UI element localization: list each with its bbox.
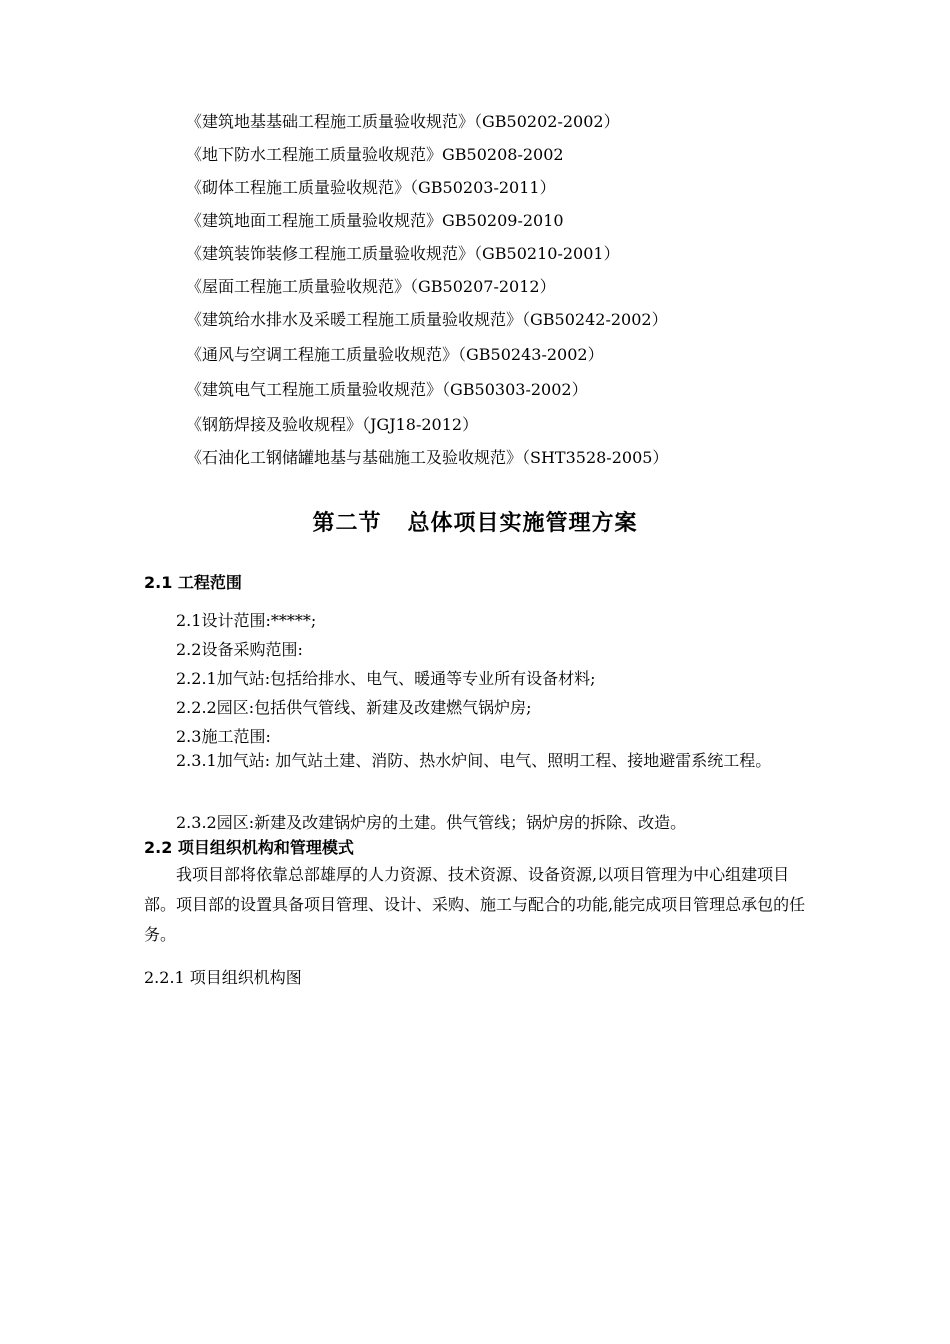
scope-line: 2.2.1加气站:包括给排水、电气、暖通等专业所有设备材料; [176,669,596,688]
reference-item: 《钢筋焊接及验收规程》（JGJ18-2012） [186,415,479,434]
reference-item: 《建筑装饰装修工程施工质量验收规范》（GB50210-2001） [186,244,620,263]
reference-item: 《建筑地面工程施工质量验收规范》GB50209-2010 [186,211,564,230]
scope-paragraph: 2.3.1加气站: 加气站土建、消防、热水炉间、电气、照明工程、接地避雷系统工程。 [176,751,772,770]
reference-item: 《建筑地基基础工程施工质量验收规范》（GB50202-2002） [186,112,620,131]
scope-line: 2.2.2园区:包括供气管线、新建及改建燃气锅炉房; [176,698,532,717]
scope-line: 2.3.2园区:新建及改建锅炉房的土建。供气管线；锅炉房的拆除、改造。 [176,813,687,832]
subheading-2-2-1: 2.2.1 项目组织机构图 [144,968,302,987]
reference-item: 《屋面工程施工质量验收规范》（GB50207-2012） [186,277,556,296]
reference-item: 《建筑给水排水及采暖工程施工质量验收规范》（GB50242-2002） [186,310,668,329]
scope-line: 2.1设计范围:*****; [176,611,317,630]
reference-item: 《砌体工程施工质量验收规范》（GB50203-2011） [186,178,556,197]
scope-line: 2.2设备采购范围: [176,640,303,659]
scope-line: 2.3施工范围: [176,727,271,746]
heading-2-1: 2.1 工程范围 [144,573,242,592]
section-number: 第二节 [312,511,382,536]
reference-item: 《通风与空调工程施工质量验收规范》（GB50243-2002） [186,345,604,364]
reference-item: 《地下防水工程施工质量验收规范》GB50208-2002 [186,145,564,164]
reference-item: 《石油化工钢储罐地基与基础施工及验收规范》（SHT3528-2005） [186,448,669,467]
section-title [0,506,950,537]
reference-list [186,114,886,483]
heading-2-2: 2.2 项目组织机构和管理模式 [144,838,354,857]
reference-item: 《建筑电气工程施工质量验收规范》（GB50303-2002） [186,380,588,399]
section-heading: 总体项目实施管理方案 [407,511,638,536]
org-paragraph: 我项目部将依靠总部雄厚的人力资源、技术资源、设备资源,以项目管理为中心组建项目部。项目部的设置具备项目管理、设计、采购、施工与配合的功能,能完成项目管理总承包的任务。 [144,865,806,944]
